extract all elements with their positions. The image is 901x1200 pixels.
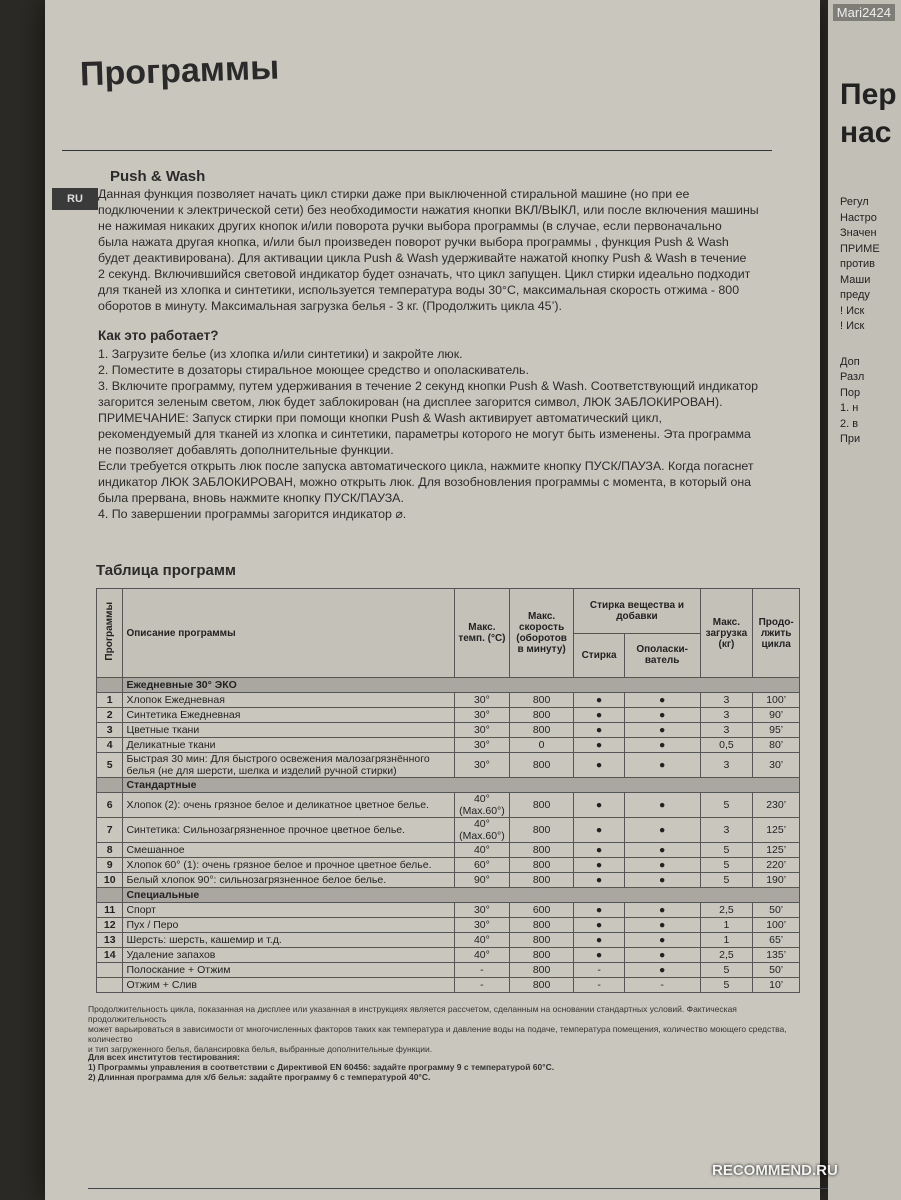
rinse-dosing: - bbox=[624, 978, 700, 993]
programs-table bbox=[96, 588, 800, 993]
how-line: 3. Включите программу, путем удерживания в течение 2 секунд кнопки Push & Wash. Соответствующий индикатор bbox=[98, 379, 759, 393]
wash-dosing: - bbox=[574, 978, 624, 993]
right-page-line: Маши bbox=[840, 273, 871, 286]
rinse-dosing: ● bbox=[624, 858, 700, 873]
max-temp: 40° (Max.60°) bbox=[455, 818, 510, 843]
right-page-line: 2. в bbox=[840, 417, 859, 430]
how-line: индикатор ЛЮК ЗАБЛОКИРОВАН, можно открыть люк. Для возобновления программы с момента, в который она bbox=[98, 475, 752, 489]
wash-dosing: ● bbox=[574, 753, 624, 778]
max-load: 2,5 bbox=[700, 948, 753, 963]
right-page-line: При bbox=[840, 433, 861, 445]
how-line: была прервана, вновь нажмите кнопку ПУСК/ПАУЗА. bbox=[98, 491, 404, 505]
program-number bbox=[97, 978, 123, 993]
rinse-dosing: ● bbox=[624, 708, 700, 723]
wash-dosing: ● bbox=[574, 843, 624, 858]
table-row bbox=[97, 753, 800, 778]
table-row bbox=[97, 873, 800, 888]
max-temp: 40° bbox=[455, 933, 510, 948]
table-row bbox=[97, 918, 800, 933]
program-number: 8 bbox=[97, 843, 123, 858]
table-row bbox=[97, 818, 800, 843]
push-wash-line: была нажата другая кнопка, и/или был произведен поворот ручки выбора программы , функция Push & Wash bbox=[98, 235, 729, 249]
program-number: 10 bbox=[97, 873, 123, 888]
how-line: рекомендуемый для тканей из хлопка и синтетики, параметры которого не могут быть изменены. Эта программа bbox=[98, 427, 751, 441]
table-title: Таблица программ bbox=[96, 562, 237, 579]
max-speed: 0 bbox=[509, 738, 574, 753]
right-page-line: ПРИМЕ bbox=[840, 242, 880, 255]
table-row bbox=[97, 738, 800, 753]
max-load: 5 bbox=[700, 978, 753, 993]
group-row bbox=[97, 678, 800, 693]
rinse-dosing: ● bbox=[624, 963, 700, 978]
max-speed: 600 bbox=[509, 903, 574, 918]
right-page-line: ! Иск bbox=[840, 304, 865, 317]
lang-badge: RU bbox=[52, 188, 98, 210]
wash-dosing: ● bbox=[574, 738, 624, 753]
cycle-duration: 220’ bbox=[753, 858, 800, 873]
max-load: 1 bbox=[700, 918, 753, 933]
max-temp: 30° bbox=[455, 738, 510, 753]
right-page-line: ! Иск bbox=[840, 320, 865, 332]
wash-dosing: ● bbox=[574, 858, 624, 873]
max-temp: 60° bbox=[455, 858, 510, 873]
max-temp: - bbox=[455, 963, 510, 978]
table-row bbox=[97, 933, 800, 948]
push-wash-line: не нажимая никаких других кнопок и/или поворота ручки выбора программы (в случае, если первоначально bbox=[98, 219, 722, 233]
program-description: Отжим + Слив bbox=[123, 978, 455, 993]
max-temp: 40° (Max.60°) bbox=[455, 793, 510, 818]
program-description: Цветные ткани bbox=[123, 723, 455, 738]
table-row bbox=[97, 903, 800, 918]
footnote-line: Продолжительность цикла, показанная на дисплее или указанная в инструкциях является рассчетом, сделанным на основании стандартных условий. Фактическая продолжительность bbox=[88, 1004, 737, 1024]
program-description: Синтетика Ежедневная bbox=[123, 708, 455, 723]
right-page-line: против bbox=[840, 258, 875, 270]
cycle-duration: 135’ bbox=[753, 948, 800, 963]
max-load: 5 bbox=[700, 793, 753, 818]
max-speed: 800 bbox=[509, 843, 574, 858]
program-number: 1 bbox=[97, 693, 123, 708]
push-wash-line: подключении к электрической сети) без необходимости нажатия кнопки ВКЛ/ВЫКЛ, или после включения машины bbox=[98, 203, 759, 217]
how-line: 4. По завершении программы загорится индикатор ⌀. bbox=[98, 507, 407, 521]
th-description: Описание программы bbox=[123, 589, 455, 678]
right-page-title-2: нас bbox=[840, 116, 892, 149]
adjacent-page bbox=[828, 0, 901, 1200]
how-line: не позволяет добавлять дополнительные функции. bbox=[98, 443, 394, 457]
wash-dosing: ● bbox=[574, 708, 624, 723]
right-page-line: Разл bbox=[840, 371, 865, 383]
max-load: 0,5 bbox=[700, 738, 753, 753]
max-temp: 30° bbox=[455, 753, 510, 778]
page-title: Программы bbox=[79, 48, 280, 94]
max-temp: 30° bbox=[455, 693, 510, 708]
testing-notes bbox=[88, 1052, 808, 1082]
wash-dosing: - bbox=[574, 963, 624, 978]
max-speed: 800 bbox=[509, 933, 574, 948]
th-load: Макс. загрузка (кг) bbox=[700, 589, 753, 678]
right-page-line: 1. н bbox=[840, 402, 859, 414]
max-load: 3 bbox=[700, 708, 753, 723]
push-wash-line: оборотов в минуту. Максимальная загрузка белья - 3 кг. (Продолжить цикла 45’). bbox=[98, 299, 562, 313]
group-row bbox=[97, 888, 800, 903]
table-row bbox=[97, 843, 800, 858]
wash-dosing: ● bbox=[574, 918, 624, 933]
rinse-dosing: ● bbox=[624, 873, 700, 888]
max-speed: 800 bbox=[509, 963, 574, 978]
rinse-dosing: ● bbox=[624, 933, 700, 948]
max-temp: - bbox=[455, 978, 510, 993]
max-load: 3 bbox=[700, 723, 753, 738]
th-rinse: Ополаски-ватель bbox=[624, 633, 700, 678]
title-rule bbox=[62, 150, 772, 151]
max-speed: 800 bbox=[509, 858, 574, 873]
rinse-dosing: ● bbox=[624, 723, 700, 738]
right-page-line: преду bbox=[840, 289, 870, 301]
max-load: 3 bbox=[700, 818, 753, 843]
program-number: 14 bbox=[97, 948, 123, 963]
cycle-duration: 10’ bbox=[753, 978, 800, 993]
group-name: Стандартные bbox=[123, 778, 800, 793]
max-temp: 30° bbox=[455, 723, 510, 738]
program-description: Синтетика: Сильнозагрязненное прочное цветное белье. bbox=[123, 818, 455, 843]
max-load: 5 bbox=[700, 843, 753, 858]
cycle-duration: 95’ bbox=[753, 723, 800, 738]
cycle-duration: 90’ bbox=[753, 708, 800, 723]
cycle-duration: 190’ bbox=[753, 873, 800, 888]
right-page-line: Значен bbox=[840, 227, 877, 239]
max-load: 5 bbox=[700, 858, 753, 873]
wash-dosing: ● bbox=[574, 818, 624, 843]
cycle-duration: 100’ bbox=[753, 918, 800, 933]
footnote-line: и тип загруженного белья, балансировка белья, выбранные дополнительные функции. bbox=[88, 1044, 433, 1054]
program-description: Быстрая 30 мин: Для быстрого освежения малозагрязнённого белья (не для шерсти, шелка и изделий ручной стирки) bbox=[123, 753, 455, 778]
program-number: 12 bbox=[97, 918, 123, 933]
th-detergents: Стирка вещества и добавки bbox=[574, 589, 700, 634]
wash-dosing: ● bbox=[574, 793, 624, 818]
program-description: Белый хлопок 90°: сильнозагрязненное белое белье. bbox=[123, 873, 455, 888]
table-row bbox=[97, 978, 800, 993]
how-line: Если требуется открыть люк после запуска автоматического цикла, нажмите кнопку ПУСК/ПАУЗА. Когда погаснет bbox=[98, 459, 754, 473]
table-row bbox=[97, 793, 800, 818]
max-speed: 800 bbox=[509, 723, 574, 738]
right-page-line: Доп bbox=[840, 355, 860, 368]
max-speed: 800 bbox=[509, 978, 574, 993]
program-description: Смешанное bbox=[123, 843, 455, 858]
program-number: 7 bbox=[97, 818, 123, 843]
how-line: ПРИМЕЧАНИЕ: Запуск стирки при помощи кнопки Push & Wash активирует автоматический цикл, bbox=[98, 411, 662, 425]
testing-line: Для всех институтов тестирования: bbox=[88, 1052, 240, 1062]
max-load: 2,5 bbox=[700, 903, 753, 918]
testing-line: 2) Длинная программа для х/б белья: задайте программу 6 с температурой 40°C. bbox=[88, 1072, 431, 1082]
rinse-dosing: ● bbox=[624, 753, 700, 778]
max-speed: 800 bbox=[509, 693, 574, 708]
rinse-dosing: ● bbox=[624, 948, 700, 963]
cycle-duration: 50’ bbox=[753, 903, 800, 918]
th-temp: Макс. темп. (°C) bbox=[455, 589, 510, 678]
cycle-duration: 125’ bbox=[753, 818, 800, 843]
max-load: 1 bbox=[700, 933, 753, 948]
program-description: Хлопок 60° (1): очень грязное белое и прочное цветное белье. bbox=[123, 858, 455, 873]
how-text bbox=[98, 346, 798, 522]
max-load: 3 bbox=[700, 693, 753, 708]
max-load: 5 bbox=[700, 963, 753, 978]
max-temp: 30° bbox=[455, 918, 510, 933]
footnote-line: может варьироваться в зависимости от многочисленных факторов таких как температура и давление воды на подаче, температура помещения, количество моющего средства, количество bbox=[88, 1024, 787, 1044]
program-description: Удаление запахов bbox=[123, 948, 455, 963]
rinse-dosing: ● bbox=[624, 793, 700, 818]
table-row bbox=[97, 948, 800, 963]
how-line: 1. Загрузите белье (из хлопка и/или синтетики) и закройте люк. bbox=[98, 347, 463, 361]
right-page-line: Пор bbox=[840, 386, 861, 399]
group-name: Специальные bbox=[123, 888, 800, 903]
footnotes bbox=[88, 1004, 808, 1054]
program-number: 6 bbox=[97, 793, 123, 818]
right-page-title-1: Пер bbox=[840, 78, 897, 111]
max-speed: 800 bbox=[509, 708, 574, 723]
push-wash-line: 2 секунд. Включившийся световой индикатор будет означать, что цикл запущен. Цикл стирки идеально подходит bbox=[98, 267, 751, 281]
rinse-dosing: ● bbox=[624, 843, 700, 858]
wash-dosing: ● bbox=[574, 873, 624, 888]
max-load: 3 bbox=[700, 753, 753, 778]
program-number: 4 bbox=[97, 738, 123, 753]
rinse-dosing: ● bbox=[624, 818, 700, 843]
push-wash-line: будет деактивирована). Для активации цикла Push & Wash удерживайте нажатой кнопку Push & Wash в течение bbox=[98, 251, 747, 265]
program-description: Полоскание + Отжим bbox=[123, 963, 455, 978]
program-number: 5 bbox=[97, 753, 123, 778]
watermark-site: RECOMMEND.RU bbox=[712, 1162, 838, 1179]
right-page-line: Настро bbox=[840, 211, 877, 224]
max-temp: 40° bbox=[455, 843, 510, 858]
push-wash-text bbox=[98, 186, 798, 314]
table-row bbox=[97, 708, 800, 723]
max-speed: 800 bbox=[509, 918, 574, 933]
program-description: Деликатные ткани bbox=[123, 738, 455, 753]
program-number: 9 bbox=[97, 858, 123, 873]
program-description: Хлопок (2): очень грязное белое и деликатное цветное белье. bbox=[123, 793, 455, 818]
program-description: Спорт bbox=[123, 903, 455, 918]
wash-dosing: ● bbox=[574, 693, 624, 708]
how-line: 2. Поместите в дозаторы стиральное моющее средство и ополаскиватель. bbox=[98, 363, 529, 377]
table-row bbox=[97, 858, 800, 873]
table-row bbox=[97, 963, 800, 978]
program-description: Шерсть: шерсть, кашемир и т.д. bbox=[123, 933, 455, 948]
push-wash-line: для тканей из хлопка и синтетики, используется температура воды 30°C, максимальная скорость отжима - 800 bbox=[98, 283, 740, 297]
cycle-duration: 65’ bbox=[753, 933, 800, 948]
cycle-duration: 30’ bbox=[753, 753, 800, 778]
wash-dosing: ● bbox=[574, 948, 624, 963]
max-temp: 30° bbox=[455, 708, 510, 723]
wash-dosing: ● bbox=[574, 723, 624, 738]
max-load: 5 bbox=[700, 873, 753, 888]
rinse-dosing: ● bbox=[624, 918, 700, 933]
program-number: 3 bbox=[97, 723, 123, 738]
wash-dosing: ● bbox=[574, 903, 624, 918]
th-speed: Макс. скорость (оборотов в минуту) bbox=[509, 589, 574, 678]
th-duration: Продо-лжить цикла bbox=[753, 589, 800, 678]
cycle-duration: 50’ bbox=[753, 963, 800, 978]
right-page-line: Регул bbox=[840, 196, 869, 208]
watermark-user: Mari2424 bbox=[833, 4, 895, 21]
max-temp: 90° bbox=[455, 873, 510, 888]
cycle-duration: 100’ bbox=[753, 693, 800, 708]
bottom-rule bbox=[88, 1188, 828, 1189]
max-speed: 800 bbox=[509, 873, 574, 888]
cycle-duration: 230’ bbox=[753, 793, 800, 818]
group-row bbox=[97, 778, 800, 793]
max-temp: 40° bbox=[455, 948, 510, 963]
table-row bbox=[97, 693, 800, 708]
max-temp: 30° bbox=[455, 903, 510, 918]
max-speed: 800 bbox=[509, 793, 574, 818]
max-speed: 800 bbox=[509, 753, 574, 778]
wash-dosing: ● bbox=[574, 933, 624, 948]
program-description: Пух / Перо bbox=[123, 918, 455, 933]
push-wash-title: Push & Wash bbox=[110, 168, 206, 185]
cycle-duration: 80’ bbox=[753, 738, 800, 753]
rinse-dosing: ● bbox=[624, 693, 700, 708]
rinse-dosing: ● bbox=[624, 738, 700, 753]
testing-line: 1) Программы управления в соответствии с Директивой EN 60456: задайте программу 9 с температурой 60°C. bbox=[88, 1062, 555, 1072]
group-name: Ежедневные 30° ЭКО bbox=[123, 678, 800, 693]
push-wash-line: Данная функция позволяет начать цикл стирки даже при выключенной стиральной машине (но при ее bbox=[98, 187, 690, 201]
cycle-duration: 125’ bbox=[753, 843, 800, 858]
how-title: Как это работает? bbox=[98, 328, 219, 343]
table-row bbox=[97, 723, 800, 738]
program-number: 11 bbox=[97, 903, 123, 918]
rinse-dosing: ● bbox=[624, 903, 700, 918]
th-programs: Программы bbox=[97, 589, 123, 678]
max-speed: 800 bbox=[509, 818, 574, 843]
th-wash: Стирка bbox=[574, 633, 624, 678]
program-description: Хлопок Ежедневная bbox=[123, 693, 455, 708]
program-number: 13 bbox=[97, 933, 123, 948]
program-number bbox=[97, 963, 123, 978]
how-line: загорится зеленым светом, люк будет заблокирован (на дисплее загорится символ, ЛЮК ЗАБЛОКИРОВАН). bbox=[98, 395, 723, 409]
max-speed: 800 bbox=[509, 948, 574, 963]
program-number: 2 bbox=[97, 708, 123, 723]
